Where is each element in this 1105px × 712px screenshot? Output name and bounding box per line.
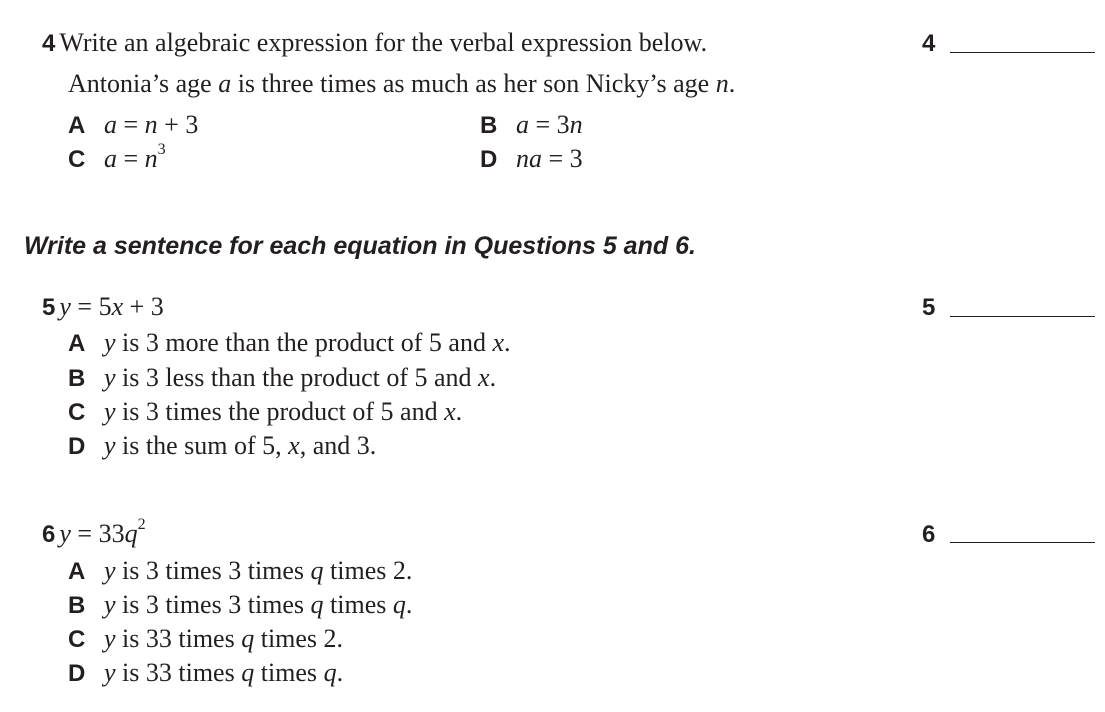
question-stem: y = 5x + 3 — [59, 292, 164, 321]
choice-text: y is 3 times 3 times q times 2. — [104, 556, 413, 585]
choice-text: y is 3 times 3 times q times q. — [104, 590, 413, 619]
question-6-header — [42, 516, 146, 549]
choice-letter: A — [68, 112, 86, 139]
choice-letter: C — [68, 399, 86, 426]
choice-letter: D — [68, 433, 86, 460]
choice-4a[interactable] — [68, 110, 198, 140]
choice-5b[interactable] — [68, 363, 496, 393]
choice-text: y is 3 times the product of 5 and x. — [104, 397, 463, 426]
choice-text: y is 33 times q times q. — [104, 658, 344, 687]
choice-6a[interactable] — [68, 556, 412, 586]
choice-6c[interactable] — [68, 624, 343, 654]
choice-4b[interactable] — [480, 110, 583, 140]
question-stem: $y = 33q^2$ — [59, 516, 146, 548]
answer-blank-5[interactable] — [950, 316, 1095, 317]
choice-letter: B — [68, 365, 86, 392]
choice-4c[interactable] — [68, 141, 166, 174]
choice-text: y is 33 times q times 2. — [104, 624, 344, 653]
choice-letter: D — [68, 660, 86, 687]
choice-4d[interactable] — [480, 144, 583, 174]
answer-blank-4[interactable] — [950, 52, 1095, 53]
choice-6b[interactable] — [68, 590, 412, 620]
choice-letter: B — [68, 592, 86, 619]
question-number: 5 — [42, 294, 56, 321]
choice-letter: D — [480, 146, 498, 173]
choice-5a[interactable] — [68, 328, 511, 358]
choice-text: a = 3n — [516, 110, 583, 139]
choice-text: y is 3 less than the product of 5 and x. — [104, 363, 497, 392]
answer-blank-6[interactable] — [950, 542, 1095, 543]
answer-number-6: 6 — [922, 521, 936, 548]
choice-6d[interactable] — [68, 658, 343, 688]
answer-number-4: 4 — [922, 30, 936, 57]
choice-letter: A — [68, 330, 86, 357]
choice-letter: C — [68, 146, 86, 173]
choice-letter: C — [68, 626, 86, 653]
question-5-header — [42, 292, 164, 322]
question-number: 6 — [42, 521, 56, 548]
section-instruction: Write a sentence for each equation in Questions 5 and 6. — [24, 232, 696, 260]
choice-5c[interactable] — [68, 397, 462, 427]
question-stem: Write an algebraic expression for the verbal expression below. — [59, 28, 708, 57]
choice-text: y is the sum of 5, x, and 3. — [104, 431, 377, 460]
question-4-header — [42, 28, 707, 58]
choice-text: $a = n^3$ — [104, 141, 166, 173]
choice-text: y is 3 more than the product of 5 and x. — [104, 328, 511, 357]
answer-number-5: 5 — [922, 294, 936, 321]
choice-text: na = 3 — [516, 144, 583, 173]
choice-text: a = n + 3 — [104, 110, 199, 139]
question-4-sub: Antonia’s age a is three times as much as her son Nicky’s age n. — [68, 69, 736, 98]
choice-5d[interactable] — [68, 431, 376, 461]
question-number: 4 — [42, 30, 56, 57]
choice-letter: B — [480, 112, 498, 139]
choice-letter: A — [68, 558, 86, 585]
